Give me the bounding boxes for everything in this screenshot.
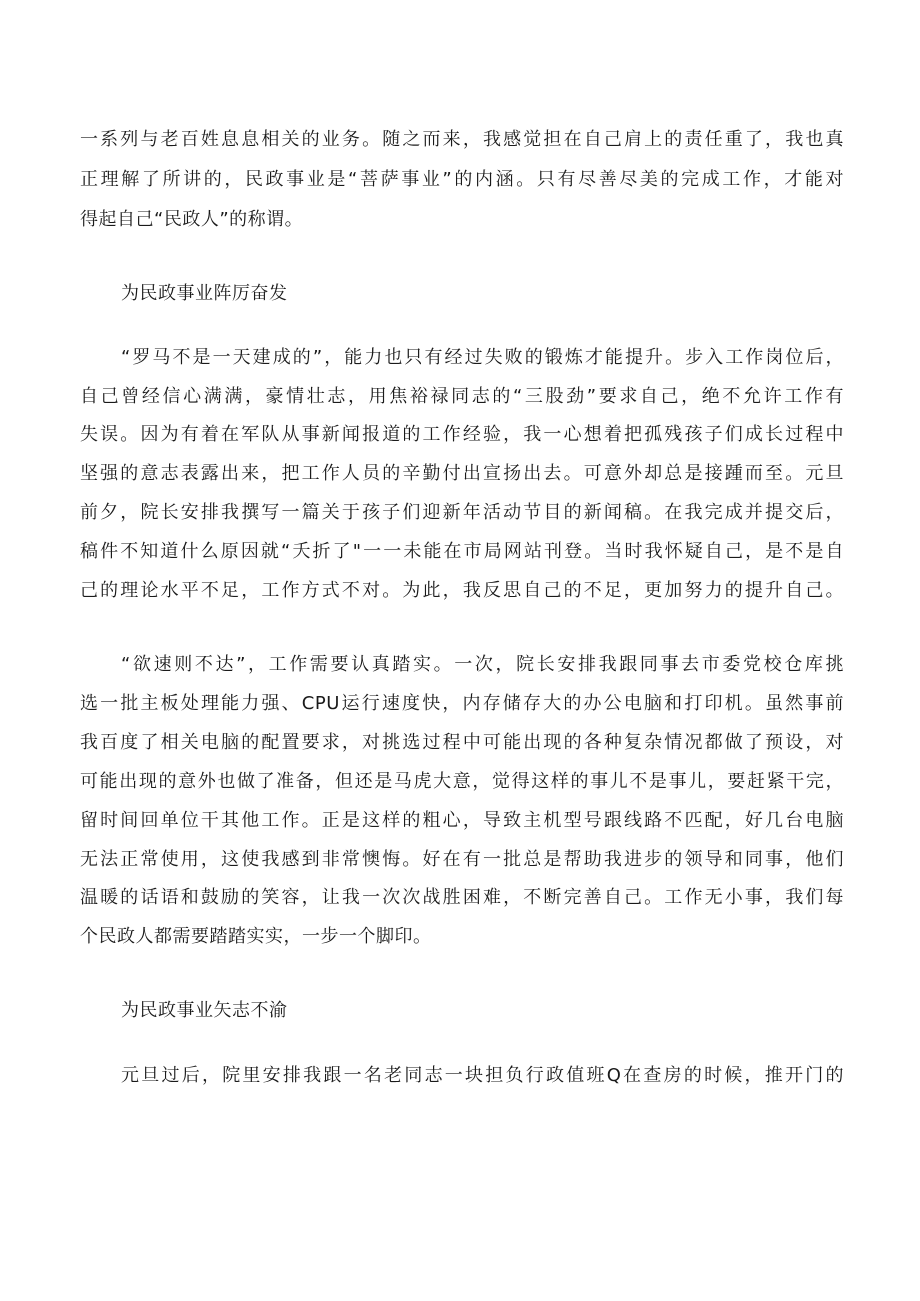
- body-line: 无法正常使用，这使我感到非常懊悔。好在有一批总是帮助我进步的领导和同事，他们: [80, 849, 844, 870]
- body-line: 留时间回单位干其他工作。正是这样的粗心，导致主机型号跟线路不匹配，好几台电脑: [80, 810, 844, 831]
- body-line: 一系列与老百姓息息相关的业务。随之而来，我感觉担在自己肩上的责任重了，我也真: [80, 129, 844, 150]
- body-line: 稿件不知道什么原因就“夭折了"一一未能在市局网站刊登。当时我怀疑自己，是不是自: [80, 541, 844, 562]
- section-heading: 为民政事业矢志不渝: [121, 1000, 288, 1021]
- body-line: 我百度了相关电脑的配置要求，对挑选过程中可能出现的各种复杂情况都做了预设，对: [80, 732, 844, 753]
- body-line: 温暖的话语和鼓励的笑容，让我一次次战胜困难，不断完善自己。工作无小事，我们每: [80, 887, 844, 908]
- body-line: 自己曾经信心满满，豪情壮志，用焦裕禄同志的“三股劲”要求自己，绝不允许工作有: [80, 386, 844, 407]
- section-heading: 为民政事业阵厉奋发: [121, 283, 288, 304]
- body-line: 坚强的意志表露出来，把工作人员的辛勤付出宣扬出去。可意外却总是接踵而至。元旦: [80, 463, 844, 484]
- body-line: 可能出现的意外也做了准备，但还是马虎大意，觉得这样的事儿不是事儿，要赶紧干完，: [80, 771, 844, 792]
- body-line: 元旦过后，院里安排我跟一名老同志一块担负行政值班Q在查房的时候，推开门的: [121, 1065, 844, 1086]
- body-line: “罗马不是一天建成的”，能力也只有经过失败的锻炼才能提升。步入工作岗位后，: [121, 347, 844, 368]
- body-line: 失误。因为有着在军队从事新闻报道的工作经验，我一心想着把孤残孩子们成长过程中: [80, 424, 844, 445]
- body-line: “欲速则不达”，工作需要认真踏实。一次，院长安排我跟同事去市委党校仓库挑: [121, 654, 844, 675]
- body-line: 选一批主板处理能力强、CPU运行速度快，内存储存大的办公电脑和打印机。虽然事前: [80, 693, 844, 714]
- body-line: 得起自己“民政人”的称谓。: [80, 209, 304, 230]
- body-line: 个民政人都需要踏踏实实，一步一个脚印。: [80, 926, 432, 947]
- body-line: 己的理论水平不足，工作方式不对。为此，我反思自己的不足，更加努力的提升自己。: [80, 580, 844, 601]
- body-line: 前夕，院长安排我撰写一篇关于孩子们迎新年活动节目的新闻稿。在我完成并提交后，: [80, 502, 844, 523]
- body-line: 正理解了所讲的，民政事业是“菩萨事业”的内涵。只有尽善尽美的完成工作，才能对: [80, 169, 844, 190]
